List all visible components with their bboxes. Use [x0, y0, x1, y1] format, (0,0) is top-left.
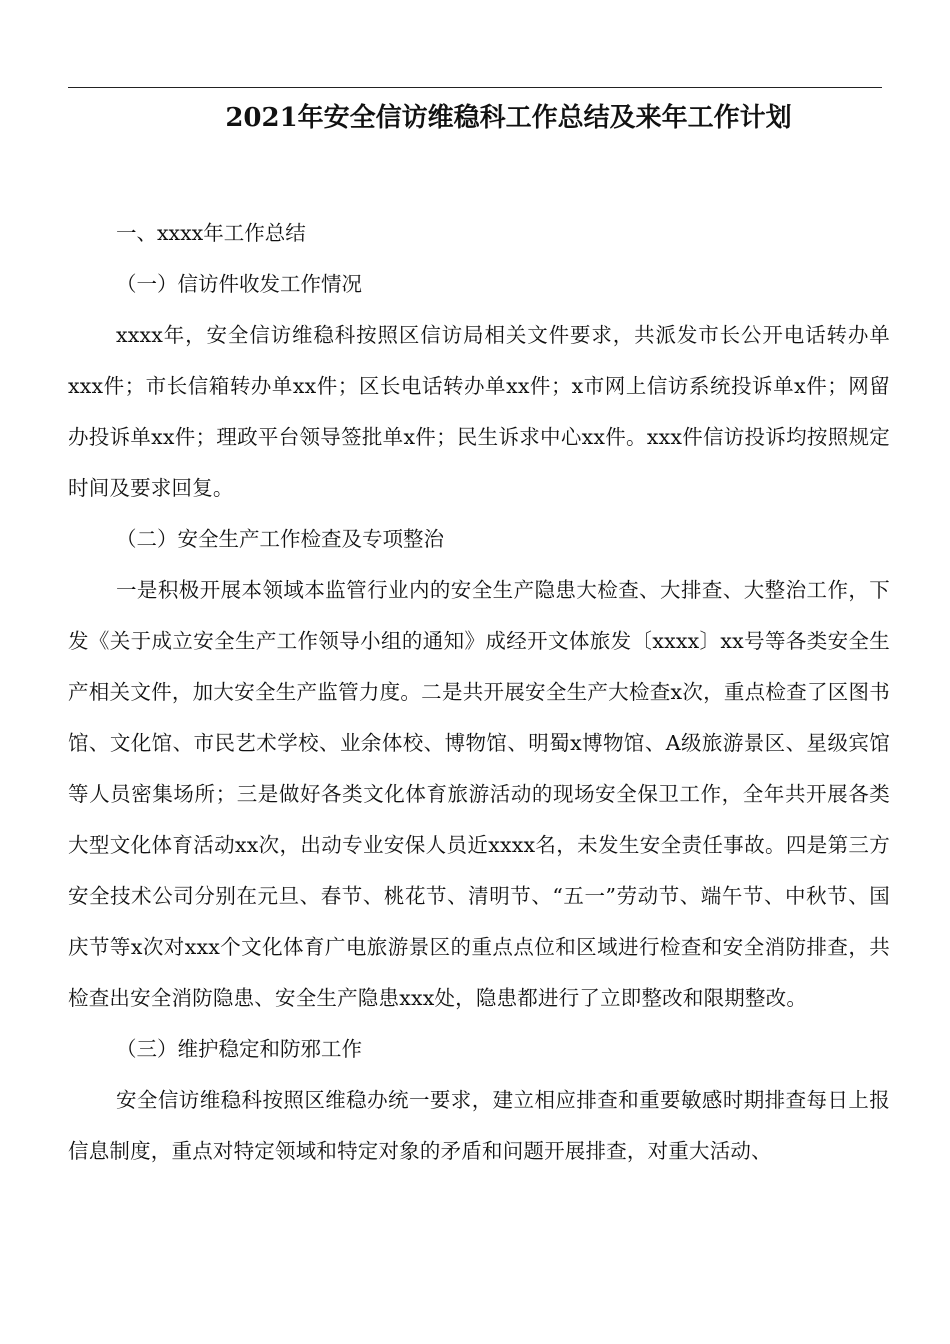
subsection-heading-stability: （三）维护稳定和防邪工作: [116, 1037, 362, 1061]
paragraph-stability: 安全信访维稳科按照区维稳办统一要求，建立相应排查和重要敏感时期排查每日上报信息制度，重点对特定领域和特定对象的矛盾和问题开展排查，对重大活动、: [68, 1088, 890, 1163]
paragraph-safety-inspection: 一是积极开展本领域本监管行业内的安全生产隐患大检查、大排查、大整治工作，下发《关于成立安全生产工作领导小组的通知》成经开文体旅发〔xxxx〕xx号等各类安全生产相关文件，加大安全生产监管力度。二是共开展安全生产大检查x次，重点检查了区图书馆、文化馆、市民艺术学校、业余体校、博物馆、明蜀x博物馆、A级旅游景区、星级宾馆等人员密集场所；三是做好各类文化体育旅游活动的现场安全保卫工作，全年共开展各类大型文化体育活动xx次，出动专业安保人员近xxxx名，未发生安全责任事故。四是第三方安全技术公司分别在元旦、春节、桃花节、清明节、“五一”劳动节、端午节、中秋节、国庆节等x次对xxx个文化体育广电旅游景区的重点点位和区域进行检查和安全消防排查，共检查出安全消防隐患、安全生产隐患xxx处，隐患都进行了立即整改和限期整改。: [68, 578, 890, 1010]
subsection-heading-safety-inspection: （二）安全生产工作检查及专项整治: [116, 527, 444, 551]
section-heading-summary: 一、xxxx年工作总结: [116, 221, 306, 245]
subsection-heading-petition-letters: （一）信访件收发工作情况: [116, 272, 362, 296]
paragraph-petition-letters: xxxx年，安全信访维稳科按照区信访局相关文件要求，共派发市长公开电话转办单xxx件；市长信箱转办单xx件；区长电话转办单xx件；x市网上信访系统投诉单x件；网留办投诉单xx件；理政平台领导签批单x件；民生诉求中心xx件。xxx件信访投诉均按照规定时间及要求回复。: [68, 323, 890, 500]
document-body: [68, 208, 890, 1177]
header-rule: [68, 87, 882, 88]
document-title: 2021年安全信访维稳科工作总结及来年工作计划: [225, 103, 792, 133]
